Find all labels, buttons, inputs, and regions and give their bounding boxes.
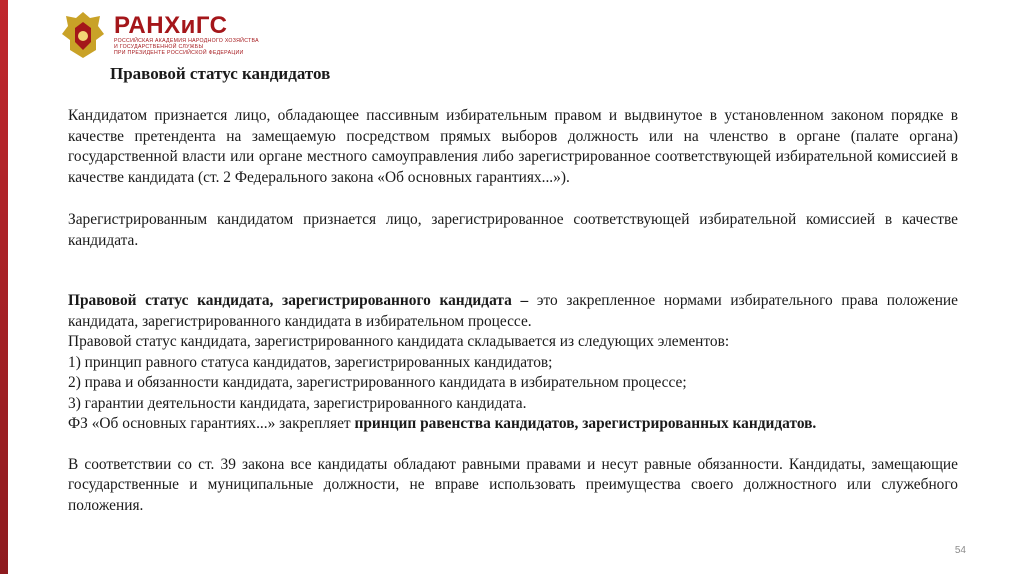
slide-title: Правовой статус кандидатов — [110, 64, 331, 83]
legal-status-rest: это закрепленное нормами избирательного права положение кандидата, зарегистрированного кандидата в избирательном процессе. — [68, 292, 958, 330]
paragraph-article-39: В соответствии со ст. 39 закона все кандидаты обладают равными правами и несут равные обязанности. Кандидаты, замещающие государственные и муниципальные должности, не вправе использовать преимущества своего должностного или служебного положения. — [68, 455, 958, 514]
emblem-icon — [60, 10, 106, 60]
equality-start: ФЗ «Об основных гарантиях...» закрепляет — [68, 415, 355, 432]
list-item: 3) гарантии деятельности кандидата, зарегистрированного кандидата. — [68, 394, 527, 412]
paragraph-registered-candidate: Зарегистрированным кандидатом признается лицо, зарегистрированное соответствующей избирательной комиссией в качестве кандидата. — [68, 211, 958, 249]
left-accent-bar — [0, 0, 8, 574]
logo-subtitle-3: ПРИ ПРЕЗИДЕНТЕ РОССИЙСКОЙ ФЕДЕРАЦИИ — [114, 50, 244, 56]
list-item: 2) права и обязанности кандидата, зарегистрированного кандидата в избирательном процессе; — [68, 374, 687, 391]
slide-content — [68, 106, 958, 516]
paragraph-candidate-definition: Кандидатом признается лицо, обладающее пассивным избирательным правом и выдвинутое в установленном законом порядке в качестве претендента на замещаемую посредством прямых выборов должность или на членство в органе (палате органа) государственной власти или органе местного самоуправления либо зарегистрированное соответствующей избирательной комиссией в качестве кандидата (ст. 2 Федерального закона «Об основных гарантиях...»). — [68, 107, 958, 186]
equality-bold: принцип равенства кандидатов, зарегистрированных кандидатов. — [354, 415, 817, 432]
logo-subtitle-1: РОССИЙСКАЯ АКАДЕМИЯ НАРОДНОГО ХОЗЯЙСТВА — [114, 38, 259, 44]
paragraph-equality-principle — [68, 414, 958, 435]
legal-status-bold: Правовой статус кандидата, зарегистрированного кандидата – — [68, 292, 529, 309]
logo-subtitle-2: И ГОСУДАРСТВЕННОЙ СЛУЖБЫ — [114, 44, 204, 50]
logo-title: РАНХиГС — [114, 12, 228, 39]
list-item: 1) принцип равного статуса кандидатов, зарегистрированных кандидатов; — [68, 353, 553, 371]
page-number: 54 — [954, 545, 966, 556]
ranepa-logo — [60, 10, 259, 60]
paragraph-elements-intro: Правовой статус кандидата, зарегистрированного кандидата складывается из следующих элементов: — [68, 333, 730, 350]
paragraph-legal-status — [68, 291, 958, 332]
